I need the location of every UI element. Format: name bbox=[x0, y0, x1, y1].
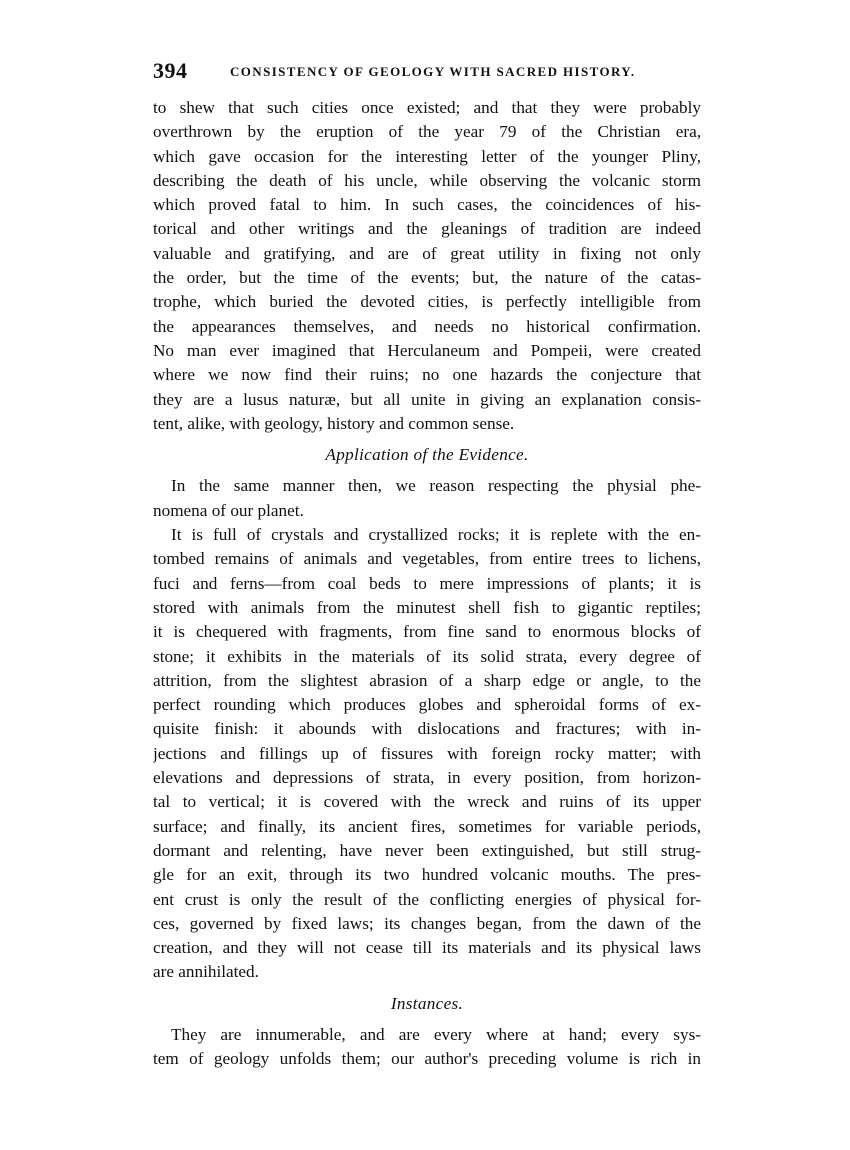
text-line: they are a lusus naturæ, but all unite in giving an explanation consis- bbox=[153, 389, 701, 409]
section-heading-application: Application of the Evidence. bbox=[325, 445, 529, 465]
text-line: which proved fatal to him. In such cases, the coincidences of his- bbox=[153, 195, 701, 215]
text-line: overthrown by the eruption of the year 79 of the Christian era, bbox=[153, 122, 701, 142]
paragraph-planet-description bbox=[153, 523, 701, 985]
text-line: It is full of crystals and crystallized rocks; it is replete with the en- bbox=[171, 525, 701, 545]
text-line: perfect rounding which produces globes and spheroidal forms of ex- bbox=[153, 695, 701, 715]
text-line: stone; it exhibits in the materials of its solid strata, every degree of bbox=[153, 646, 701, 666]
text-line: No man ever imagined that Herculaneum and Pompeii, were created bbox=[153, 340, 701, 360]
text-line: tent, alike, with geology, history and common sense. bbox=[153, 413, 515, 433]
text-line: ces, governed by fixed laws; its changes began, from the dawn of the bbox=[153, 913, 701, 933]
text-line: describing the death of his uncle, while observing the volcanic storm bbox=[153, 170, 701, 190]
text-line: are annihilated. bbox=[153, 962, 259, 982]
text-line: elevations and depressions of strata, in every position, from horizon- bbox=[153, 768, 701, 788]
text-line: jections and fillings up of fissures with foreign rocky matter; with bbox=[153, 743, 701, 763]
text-line: attrition, from the slightest abrasion of a sharp edge or angle, to the bbox=[153, 670, 701, 690]
text-line: tombed remains of animals and vegetables, from entire trees to lichens, bbox=[153, 549, 701, 569]
paragraph-pompeii bbox=[153, 96, 701, 436]
text-line: ent crust is only the result of the conflicting energies of physical for- bbox=[153, 889, 701, 909]
text-line: In the same manner then, we reason respecting the physial phe- bbox=[171, 476, 701, 496]
text-line: tal to vertical; it is covered with the wreck and ruins of its upper bbox=[153, 792, 701, 812]
text-line: the order, but the time of the events; but, the nature of the catas- bbox=[153, 268, 701, 288]
paragraph-same-manner bbox=[153, 474, 701, 523]
text-line: nomena of our planet. bbox=[153, 500, 304, 520]
text-line: where we now find their ruins; no one hazards the conjecture that bbox=[153, 365, 701, 385]
text-line: tem of geology unfolds them; our author's preceding volume is rich in bbox=[153, 1049, 701, 1069]
text-line: dormant and relenting, have never been extinguished, but still strug- bbox=[153, 840, 701, 860]
text-line: it is chequered with fragments, from fine sand to enormous blocks of bbox=[153, 622, 701, 642]
text-line: trophe, which buried the devoted cities, is perfectly intelligible from bbox=[153, 292, 701, 312]
text-line: gle for an exit, through its two hundred volcanic mouths. The pres- bbox=[153, 865, 701, 885]
paragraph-instances bbox=[153, 1023, 701, 1072]
text-line: surface; and finally, its ancient fires, sometimes for variable periods, bbox=[153, 816, 701, 836]
text-line: the appearances themselves, and needs no historical confirmation. bbox=[153, 316, 701, 336]
body-text bbox=[153, 96, 701, 1072]
text-line: to shew that such cities once existed; and that they were probably bbox=[153, 98, 701, 117]
section-heading-instances: Instances. bbox=[390, 993, 464, 1013]
running-head bbox=[153, 58, 701, 86]
text-line: torical and other writings and the gleanings of tradition are indeed bbox=[153, 219, 701, 239]
text-line: creation, and they will not cease till its materials and its physical laws bbox=[153, 938, 701, 958]
text-line: which gave occasion for the interesting letter of the younger Pliny, bbox=[153, 146, 701, 166]
text-line: They are innumerable, and are every where at hand; every sys- bbox=[171, 1024, 701, 1044]
text-line: quisite finish: it abounds with dislocations and fractures; with in- bbox=[153, 719, 701, 739]
running-title: CONSISTENCY OF GEOLOGY WITH SACRED HISTORY. bbox=[230, 64, 636, 79]
page-number: 394 bbox=[153, 58, 188, 83]
text-line: fuci and ferns—from coal beds to mere impressions of plants; it is bbox=[153, 573, 701, 593]
text-line: valuable and gratifying, and are of great utility in fixing not only bbox=[153, 243, 701, 263]
text-line: stored with animals from the minutest shell fish to gigantic reptiles; bbox=[153, 597, 701, 617]
